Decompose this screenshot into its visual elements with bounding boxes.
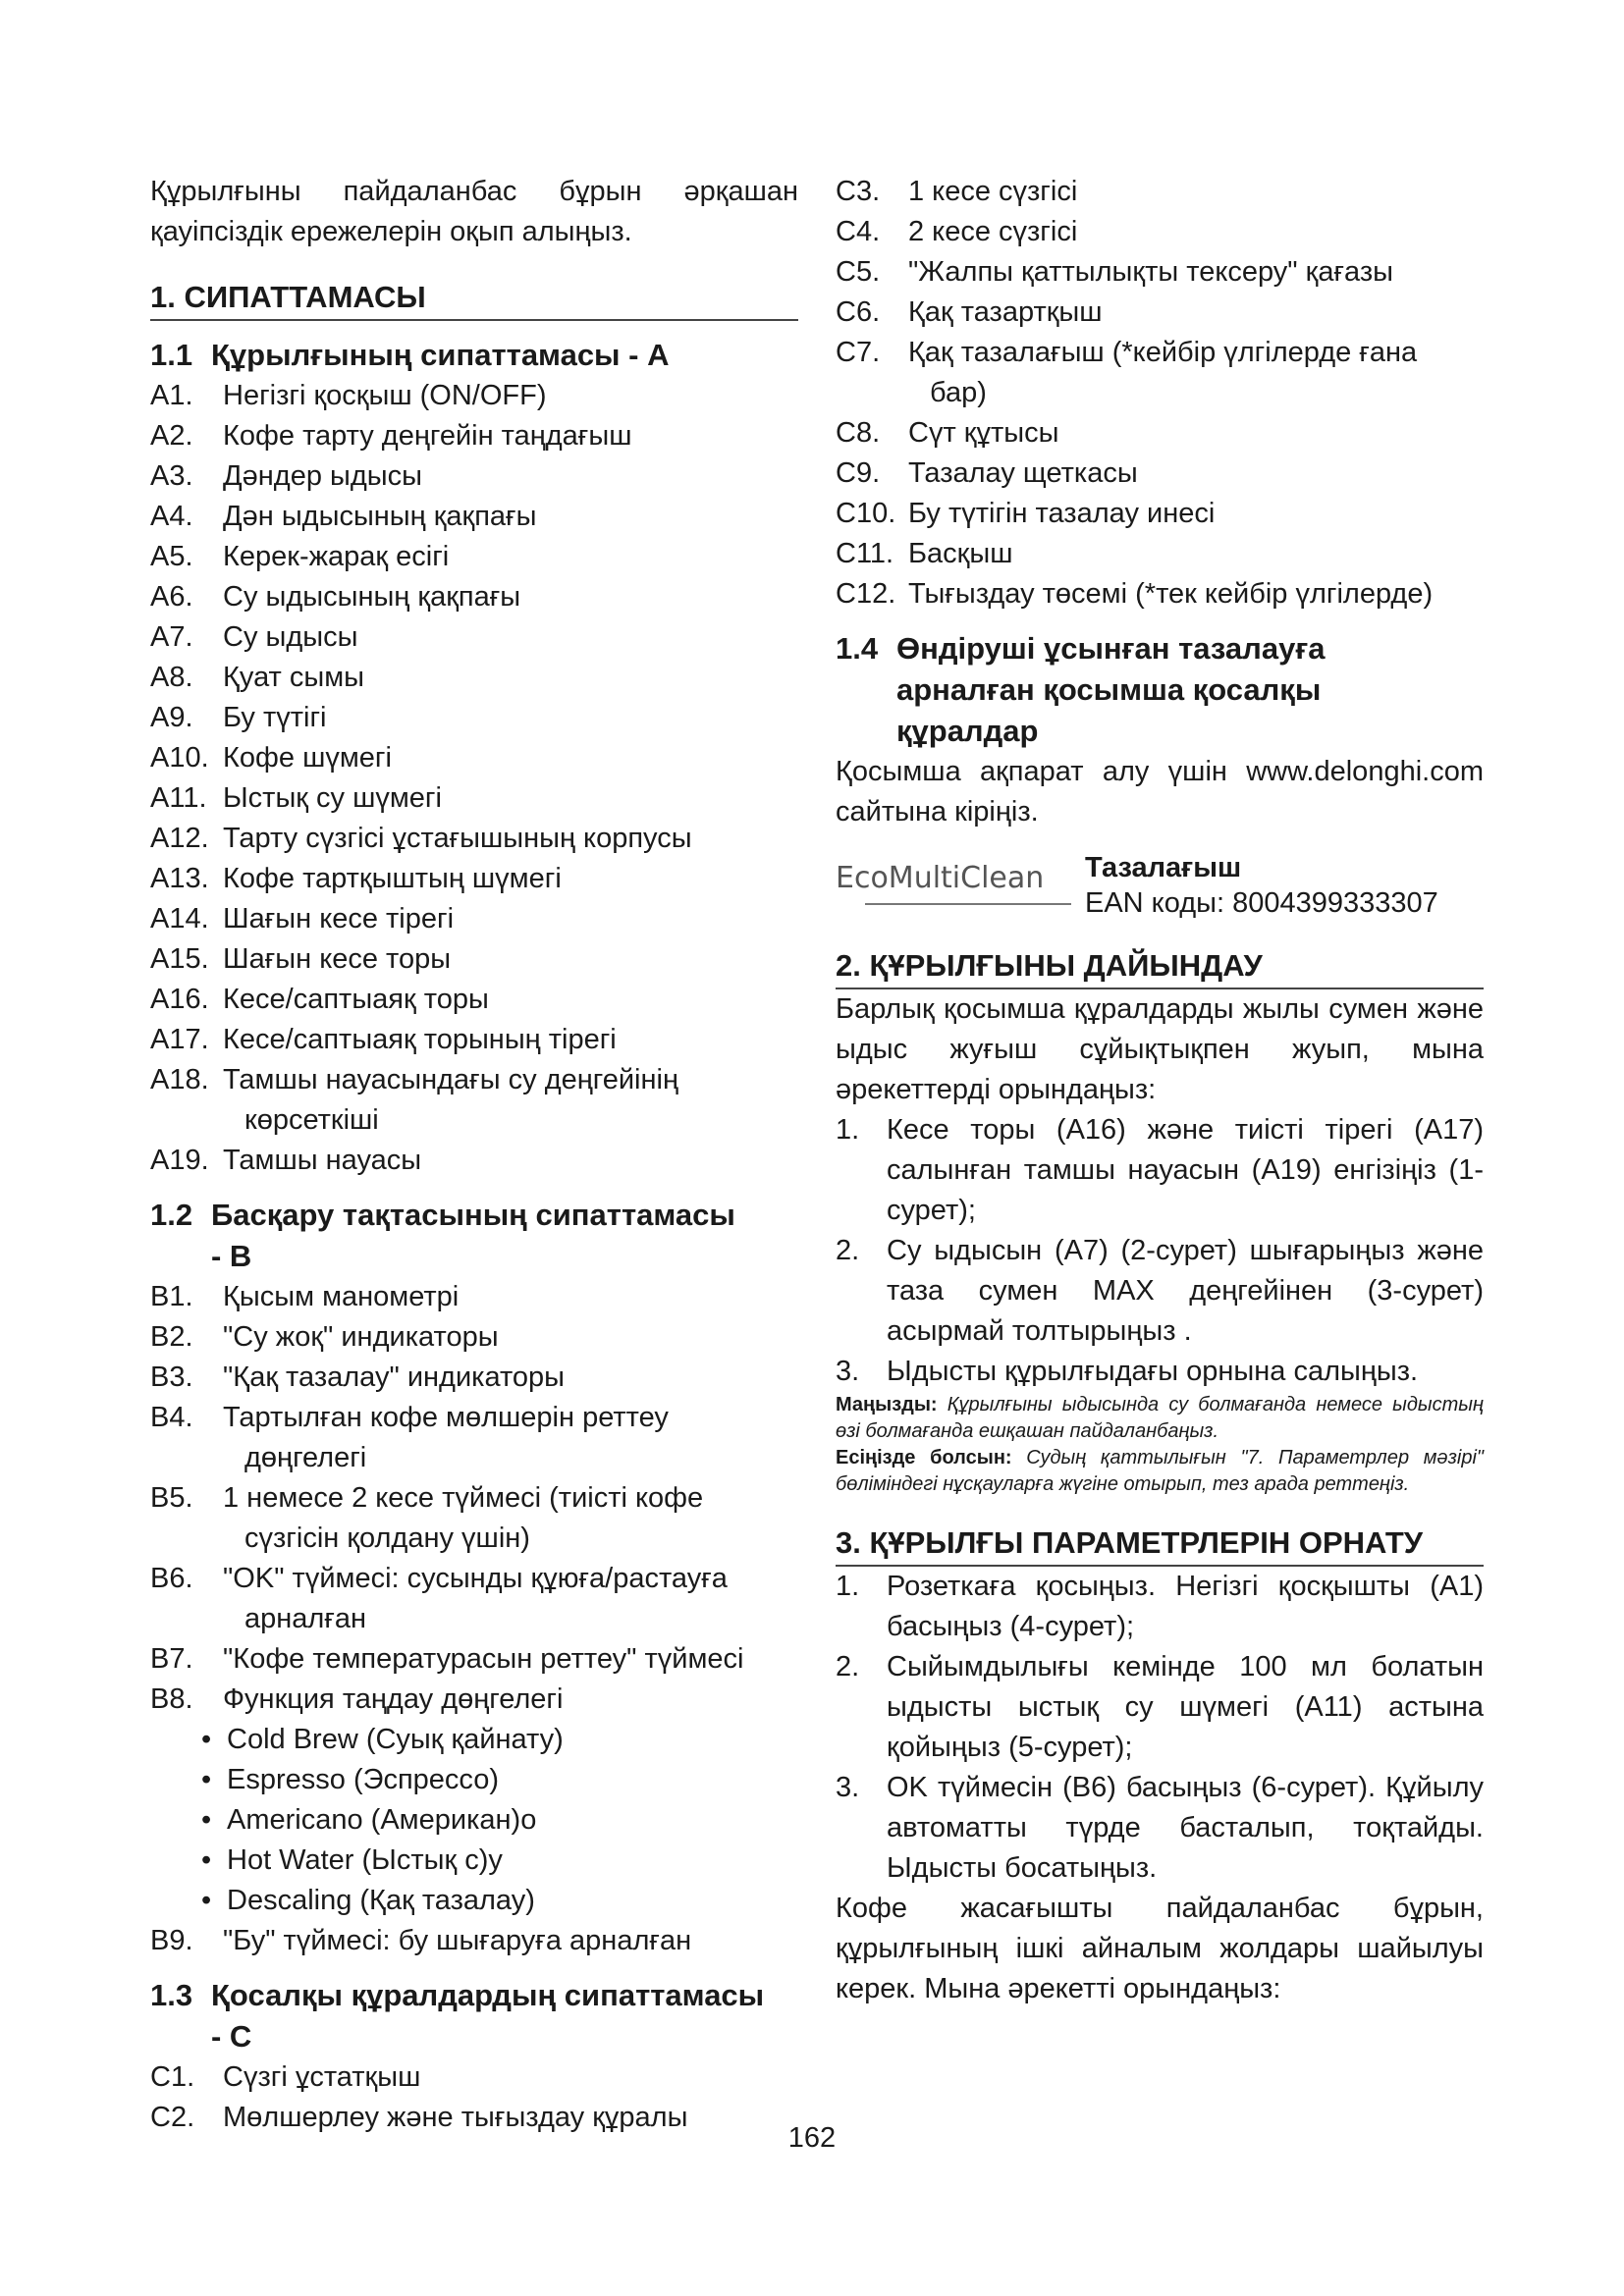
- item-text-continued: сүзгісін қолдану үшін): [244, 1522, 530, 1554]
- bullet-item: [150, 1800, 798, 1841]
- item-text: Су ыдысы: [223, 621, 358, 653]
- item-text-block: [908, 212, 1484, 252]
- list-item: [150, 416, 798, 456]
- item-text-block: [223, 617, 798, 658]
- section-3-body: Кофе жасағышты пайдаланбас бұрын, құрылғының ішкі айналым жолдары шайылуы керек. Мына әрекетті орындаңыз:: [836, 1893, 1484, 2004]
- item-text-block: [223, 1060, 798, 1141]
- item-text-block: [908, 252, 1484, 293]
- bullet-item: [150, 1760, 798, 1800]
- item-text: Сүт құтысы: [908, 417, 1059, 449]
- item-code: C7.: [836, 337, 881, 368]
- item-code: C6.: [836, 296, 881, 328]
- item-code: A2.: [150, 420, 193, 452]
- item-text-block: [223, 1020, 798, 1060]
- item-text: "OK" түймесі: сусынды құюға/растауға: [223, 1563, 728, 1594]
- bullet-icon: •: [201, 1724, 212, 1755]
- item-text: Ыстық су шүмегі: [223, 782, 442, 814]
- item-text: 1 кесе сүзгісі: [908, 176, 1078, 207]
- item-code: C1.: [150, 2061, 195, 2093]
- step-number: 1.: [836, 1571, 860, 1602]
- numbered-step: [836, 1352, 1484, 1392]
- bullet-icon: •: [201, 1885, 212, 1916]
- item-code: C2.: [150, 2102, 195, 2133]
- list-item: [150, 1921, 798, 1961]
- list-item: [150, 1141, 798, 1181]
- list-item: [150, 537, 798, 577]
- item-text-block: [223, 1680, 798, 1720]
- logo-underline: [865, 903, 1071, 905]
- item-code: A12.: [150, 823, 209, 854]
- item-text: "Қақ тазалау" индикаторы: [223, 1362, 566, 1393]
- item-text: 1 немесе 2 кесе түймесі (тиісті кофе: [223, 1482, 704, 1514]
- bullet-text: Americano (Американ)о: [227, 1804, 537, 1836]
- item-text: Кофе шүмегі: [223, 742, 392, 774]
- item-text: Дәндер ыдысы: [223, 460, 422, 492]
- note-remember: [836, 1445, 1484, 1498]
- list-item: [150, 456, 798, 497]
- item-text-block: [223, 939, 798, 980]
- item-text: Тартылған кофе мөлшерін реттеу: [223, 1402, 669, 1433]
- item-text-block: [223, 1398, 798, 1478]
- list-item: [150, 2057, 798, 2098]
- section-1-1-title: [150, 335, 798, 376]
- item-code: A13.: [150, 863, 209, 894]
- item-text-block: [223, 738, 798, 778]
- item-text-block: [223, 537, 798, 577]
- item-text-block: [223, 980, 798, 1020]
- intro-text: Құрылғыны пайдаланбас бұрын әрқашан қауіпсіздік ережелерін оқып алыңыз.: [150, 176, 798, 247]
- item-text: Тазалау щеткасы: [908, 457, 1138, 489]
- item-code: C4.: [836, 216, 881, 247]
- bullet-text: Hot Water (Ыстық с)у: [227, 1844, 503, 1876]
- list-item: [836, 333, 1484, 413]
- bullet-text: Descaling (Қақ тазалау): [227, 1885, 535, 1916]
- item-code: A1.: [150, 380, 193, 411]
- list-item: [150, 939, 798, 980]
- item-text: Бу түтігін тазалау инесі: [908, 498, 1216, 529]
- bullet-icon: •: [201, 1844, 212, 1876]
- item-text: Тамшы науасы: [223, 1145, 422, 1176]
- item-text: 2 кесе сүзгісі: [908, 216, 1078, 247]
- section-1-2-heading: Басқару тақтасының сипаттамасы: [211, 1198, 735, 1232]
- section-3-title: 3. ҚҰРЫЛҒЫ ПАРАМЕТРЛЕРІН ОРНАТУ: [836, 1523, 1484, 1567]
- item-code: A10.: [150, 742, 209, 774]
- c-list-right: [836, 172, 1484, 614]
- item-text: Қысым манометрі: [223, 1281, 460, 1312]
- item-text-block: [223, 416, 798, 456]
- b-list: [150, 1277, 798, 1720]
- section-1-3-heading: Қосалқы құралдардың сипаттамасы: [211, 1978, 765, 2012]
- item-text-continued: арналған: [244, 1603, 367, 1634]
- item-code: A8.: [150, 662, 193, 693]
- list-item: [150, 1559, 798, 1639]
- item-code: A4.: [150, 501, 193, 532]
- section-1-2-heading-cont: - B: [211, 1239, 252, 1273]
- item-text: Негізгі қосқыш (ON/OFF): [223, 380, 547, 411]
- bullet-item: [150, 1720, 798, 1760]
- section-1-1-heading: Құрылғының сипаттамасы - А: [211, 338, 670, 372]
- item-code: B1.: [150, 1281, 193, 1312]
- list-item: [150, 698, 798, 738]
- item-text-block: [223, 778, 798, 819]
- item-code: B8.: [150, 1683, 193, 1715]
- list-item: [150, 899, 798, 939]
- item-code: A9.: [150, 702, 193, 733]
- list-item: [150, 376, 798, 416]
- list-item: [150, 577, 798, 617]
- bullet-icon: •: [201, 1804, 212, 1836]
- note-remember-label: Есіңізде болсын:: [836, 1447, 1012, 1468]
- item-text: Қақ тазалағыш (*кейбір үлгілерде ғана: [908, 337, 1418, 368]
- item-text-continued: дөңгелегі: [244, 1442, 367, 1473]
- list-item: [150, 1317, 798, 1358]
- section-1-title: 1. СИПАТТАМАСЫ: [150, 278, 798, 321]
- item-text: Кофе тартқыштың шүмегі: [223, 863, 562, 894]
- numbered-step: [836, 1567, 1484, 1647]
- item-text-block: [908, 534, 1484, 574]
- item-text: Керек-жарақ есігі: [223, 541, 450, 572]
- item-text: "Бу" түймесі: бу шығаруға арналған: [223, 1925, 692, 1956]
- section-2-steps: [836, 1110, 1484, 1392]
- bullet-item: [150, 1841, 798, 1881]
- item-text-block: [223, 1478, 798, 1559]
- list-item: [150, 778, 798, 819]
- step-number: 1.: [836, 1114, 860, 1146]
- step-number: 2.: [836, 1235, 860, 1266]
- item-text-block: [223, 859, 798, 899]
- item-code: B5.: [150, 1482, 193, 1514]
- item-code: A15.: [150, 943, 209, 975]
- item-text-block: [223, 1358, 798, 1398]
- item-text-block: [223, 658, 798, 698]
- cleaner-info: [1085, 850, 1438, 921]
- item-code: A14.: [150, 903, 209, 934]
- note-important-label: Маңызды:: [836, 1394, 938, 1415]
- section-1-3-title: [150, 1975, 798, 2057]
- item-text: Функция таңдау дөңгелегі: [223, 1683, 564, 1715]
- section-3-steps: [836, 1567, 1484, 1889]
- item-text-block: [223, 1639, 798, 1680]
- item-text: "Су жоқ" индикаторы: [223, 1321, 499, 1353]
- step-number: 3.: [836, 1356, 860, 1387]
- section-2-title: 2. ҚҰРЫЛҒЫНЫ ДАЙЫНДАУ: [836, 946, 1484, 989]
- list-item: [150, 1020, 798, 1060]
- section-1-2-title: [150, 1195, 798, 1277]
- item-text: Мөлшерлеу және тығыздау құралы: [223, 2102, 688, 2133]
- list-item: [150, 617, 798, 658]
- item-text-block: [908, 413, 1484, 454]
- list-item: [836, 454, 1484, 494]
- item-text: Тығыздау төсемі (*тек кейбір үлгілерде): [908, 578, 1434, 610]
- list-item: [150, 1358, 798, 1398]
- step-text: Розеткаға қосыңыз. Негізгі қосқышты (A1) басыңыз (4-сурет);: [887, 1571, 1484, 1642]
- list-item: [150, 819, 798, 859]
- item-text-block: [908, 172, 1484, 212]
- section-2-body: Барлық қосымша құралдарды жылы сумен және ыдыс жуғыш сұйықтықпен жуып, мына әрекеттерді орындаңыз:: [836, 993, 1484, 1105]
- list-item: [150, 1478, 798, 1559]
- list-item: [150, 859, 798, 899]
- bullet-text: Cold Brew (Суық қайнату): [227, 1724, 564, 1755]
- a-list: [150, 376, 798, 1181]
- item-text-block: [223, 376, 798, 416]
- item-text: Қуат сымы: [223, 662, 365, 693]
- numbered-step: [836, 1231, 1484, 1352]
- list-item: [150, 1060, 798, 1141]
- list-item: [836, 413, 1484, 454]
- item-code: B7.: [150, 1643, 193, 1675]
- item-text-block: [908, 454, 1484, 494]
- step-text: Сыйымдылығы кемінде 100 мл болатын ыдысты ыстық су шүмегі (A11) астына қойыңыз (5-сурет);: [887, 1651, 1484, 1763]
- list-item: [150, 980, 798, 1020]
- b8-bullet-list: [150, 1720, 798, 1921]
- item-code: B3.: [150, 1362, 193, 1393]
- step-text: OK түймесін (B6) басыңыз (6-сурет). Құйылу автоматты түрде басталып, тоқтайды. Ыдысты босатыңыз.: [887, 1772, 1484, 1884]
- item-code: A5.: [150, 541, 193, 572]
- item-text-block: [223, 899, 798, 939]
- item-text: "Жалпы қаттылықты тексеру" қағазы: [908, 256, 1393, 288]
- list-item: [836, 252, 1484, 293]
- item-code: A3.: [150, 460, 193, 492]
- item-text-block: [908, 574, 1484, 614]
- item-code: A16.: [150, 984, 209, 1015]
- numbered-step: [836, 1768, 1484, 1889]
- item-text-block: [223, 456, 798, 497]
- item-text-block: [223, 819, 798, 859]
- list-item: [150, 1277, 798, 1317]
- note-important: [836, 1392, 1484, 1445]
- cleaner-label: Тазалағыш: [1085, 852, 1242, 883]
- section-1-3-number: 1.3: [150, 1978, 193, 2012]
- numbered-step: [836, 1110, 1484, 1231]
- eco-multiclean-logo: [836, 850, 1073, 915]
- ean-code: EAN коды: 8004399333307: [1085, 887, 1438, 919]
- list-item: [836, 494, 1484, 534]
- item-text-block: [223, 497, 798, 537]
- list-item: [836, 172, 1484, 212]
- item-code: C9.: [836, 457, 881, 489]
- section-1-4-title: [836, 628, 1484, 752]
- item-text-block: [223, 698, 798, 738]
- item-code: A17.: [150, 1024, 209, 1055]
- step-text: Ыдысты құрылғыдағы орнына салыңыз.: [887, 1356, 1419, 1387]
- bullet-text: Espresso (Эспрессо): [227, 1764, 500, 1795]
- list-item: [836, 293, 1484, 333]
- page-number: 162: [787, 2122, 837, 2154]
- item-text: Сүзгі ұстатқыш: [223, 2061, 421, 2093]
- item-code: C5.: [836, 256, 881, 288]
- list-item: [150, 497, 798, 537]
- item-text-block: [223, 1317, 798, 1358]
- section-1-3-heading-cont: - C: [211, 2019, 252, 2054]
- section-1-4-heading-cont2: құралдар: [896, 714, 1039, 748]
- item-code: A7.: [150, 621, 193, 653]
- item-code: A11.: [150, 782, 207, 814]
- item-code: C10.: [836, 498, 896, 529]
- note-important-text: Құрылғыны ыдысында су болмағанда немесе ыдыстың өзі болмағанда ешқашан пайдаланбаңыз.: [836, 1394, 1484, 1442]
- section-1-4-number: 1.4: [836, 631, 879, 666]
- section-1-4-heading-cont: арналған қосымша қосалқы: [896, 672, 1322, 707]
- bullet-item: [150, 1881, 798, 1921]
- step-text: Су ыдысын (A7) (2-сурет) шығарыңыз және таза сумен MAX деңгейінен (3-сурет) асырмай толтырыңыз .: [887, 1235, 1484, 1347]
- section-1-1-number: 1.1: [150, 338, 193, 372]
- item-code: A18.: [150, 1064, 209, 1095]
- item-code: C12.: [836, 578, 896, 610]
- step-number: 2.: [836, 1651, 860, 1682]
- note-remember-text: Судың қаттылығын "7. Параметрлер мәзірі" бөліміндегі нұсқауларға жүгіне отырып, тез арада реттеңіз.: [836, 1447, 1484, 1495]
- list-item: [150, 1680, 798, 1720]
- section-1-4-heading: Өндіруші ұсынған тазалауға: [896, 631, 1326, 666]
- item-code: C3.: [836, 176, 881, 207]
- item-text-block: [908, 293, 1484, 333]
- item-text-block: [223, 1141, 798, 1181]
- item-text: Шағын кесе тірегі: [223, 903, 455, 934]
- item-text: Басқыш: [908, 538, 1013, 569]
- step-number: 3.: [836, 1772, 860, 1803]
- bullet-icon: •: [201, 1764, 212, 1795]
- section-1-2-number: 1.2: [150, 1198, 193, 1232]
- eco-multiclean-row: [836, 850, 1484, 921]
- item-text-block: [908, 494, 1484, 534]
- item-text: Тамшы науасындағы су деңгейінің: [223, 1064, 678, 1095]
- item-code: B9.: [150, 1925, 193, 1956]
- item-text: "Кофе температурасын реттеу" түймесі: [223, 1643, 744, 1675]
- list-item: [150, 1398, 798, 1478]
- list-item: [836, 212, 1484, 252]
- section-1-4-body: Қосымша ақпарат алу үшін www.delonghi.com сайтына кіріңіз.: [836, 756, 1484, 828]
- item-code: A6.: [150, 581, 193, 613]
- item-text: Су ыдысының қақпағы: [223, 581, 521, 613]
- item-text: Кесе/саптыаяқ торы: [223, 984, 489, 1015]
- list-item: [836, 574, 1484, 614]
- item-code: B6.: [150, 1563, 193, 1594]
- list-item: [150, 658, 798, 698]
- item-text-block: [908, 333, 1484, 413]
- item-text-continued: бар): [930, 377, 987, 408]
- item-text: Тарту сүзгісі ұстағышының корпусы: [223, 823, 692, 854]
- item-text: Бу түтігі: [223, 702, 327, 733]
- right-column: [836, 172, 1484, 2009]
- list-item: [150, 738, 798, 778]
- item-text-continued: көрсеткіші: [244, 1104, 379, 1136]
- item-text-block: [223, 577, 798, 617]
- item-code: B2.: [150, 1321, 193, 1353]
- item-text-block: [223, 2057, 798, 2098]
- item-text: Кесе/саптыаяқ торының тірегі: [223, 1024, 617, 1055]
- item-code: A19.: [150, 1145, 209, 1176]
- numbered-step: [836, 1647, 1484, 1768]
- step-text: Кесе торы (A16) және тиісті тірегі (A17) салынған тамшы науасын (A19) енгізіңіз (1-сурет);: [887, 1114, 1484, 1226]
- item-code: C8.: [836, 417, 881, 449]
- item-text: Кофе тарту деңгейін таңдағыш: [223, 420, 632, 452]
- item-text: Шағын кесе торы: [223, 943, 452, 975]
- logo-text: EcoMultiClean: [836, 861, 1045, 895]
- item-text-block: [223, 1277, 798, 1317]
- item-text: Дән ыдысының қақпағы: [223, 501, 537, 532]
- item-text-block: [223, 1559, 798, 1639]
- left-column: [150, 172, 798, 2138]
- item-code: B4.: [150, 1402, 193, 1433]
- item-code: C11.: [836, 538, 894, 569]
- list-item: [150, 1639, 798, 1680]
- item-text: Қақ тазартқыш: [908, 296, 1103, 328]
- list-item: [836, 534, 1484, 574]
